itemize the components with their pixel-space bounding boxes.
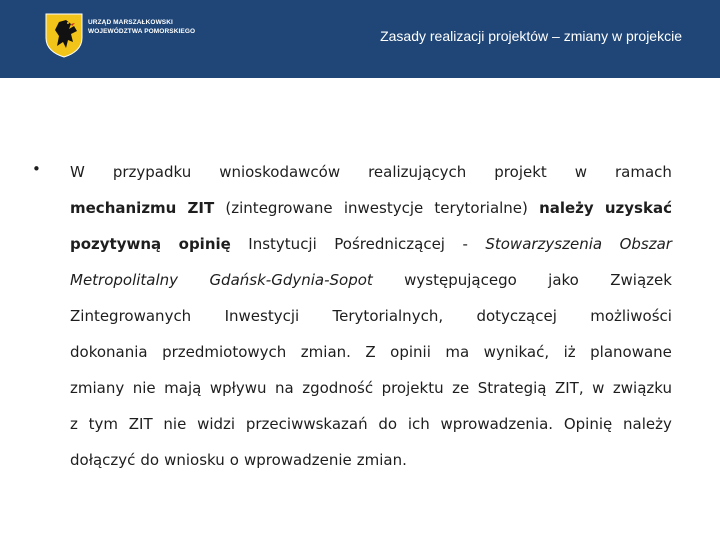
text-line [70, 194, 672, 230]
word: pozytywną [70, 235, 162, 253]
word: przypadku [112, 163, 192, 181]
org-name-line1: URZĄD MARSZAŁKOWSKI [88, 19, 173, 26]
word: uzyskać [604, 199, 672, 217]
word: Z [365, 343, 376, 361]
word: mechanizmu [70, 199, 177, 217]
word: inwestycje [343, 199, 424, 217]
word: do [140, 451, 160, 469]
word: wynikać, [483, 343, 550, 361]
griffin-coat-of-arms-icon [44, 12, 84, 58]
word: Zintegrowanych [70, 307, 192, 325]
word: możliwości [590, 307, 672, 325]
word: dotyczącej [476, 307, 557, 325]
word: - [462, 235, 468, 253]
text-line [70, 302, 672, 338]
word: wnioskodawców [219, 163, 341, 181]
word: ZIT, [554, 379, 584, 397]
word: ich [407, 415, 430, 433]
word: należy [623, 415, 672, 433]
word: dokonania [70, 343, 148, 361]
word: wniosku [164, 451, 225, 469]
word: przeciwwskazań [245, 415, 368, 433]
word: w [574, 163, 588, 181]
word: (zintegrowane [225, 199, 333, 217]
word: związku [612, 379, 672, 397]
text-line [70, 338, 672, 374]
word: projekt [494, 163, 547, 181]
word: Inwestycji [224, 307, 300, 325]
word: należy [539, 199, 594, 217]
word: Gdańsk-Gdynia-Sopot [209, 271, 373, 289]
word: o [229, 451, 239, 469]
word: opinię [178, 235, 231, 253]
word: zmiany [70, 379, 125, 397]
word: realizujących [368, 163, 467, 181]
word: nie [163, 415, 187, 433]
word: Obszar [619, 235, 672, 253]
text-line [70, 374, 672, 410]
slide-title: Zasady realizacji projektów – zmiany w projekcie [380, 28, 682, 44]
word: w [592, 379, 605, 397]
word: iż [563, 343, 576, 361]
word: występującego [404, 271, 517, 289]
word: wprowadzenie [243, 451, 352, 469]
text-line [70, 266, 672, 302]
word: widzi [197, 415, 236, 433]
header-bar [0, 0, 720, 78]
organization-name [88, 18, 195, 36]
word: do [378, 415, 398, 433]
text-line [70, 410, 672, 446]
word: Strategią [477, 379, 547, 397]
word: terytorialne) [434, 199, 528, 217]
word: Instytucji [248, 235, 317, 253]
word: ZIT [187, 199, 215, 217]
word: dołączyć [70, 451, 136, 469]
word: wprowadzenia. [440, 415, 554, 433]
bullet-paragraph [70, 158, 672, 482]
text-line [70, 158, 672, 194]
word: przedmiotowych [162, 343, 287, 361]
word: W [70, 163, 85, 181]
word: tym [88, 415, 119, 433]
word: Metropolitalny [70, 271, 179, 289]
word: mają [164, 379, 202, 397]
word: Terytorialnych, [332, 307, 444, 325]
word: na [275, 379, 294, 397]
text-line [70, 446, 672, 482]
word: ma [445, 343, 470, 361]
word: ze [452, 379, 470, 397]
word: Opinię [563, 415, 613, 433]
word: planowane [590, 343, 672, 361]
word: opinii [390, 343, 431, 361]
word: ramach [615, 163, 672, 181]
word: Związek [610, 271, 672, 289]
org-name-line2: WOJEWÓDZTWA POMORSKIEGO [88, 28, 196, 35]
word: jako [548, 271, 579, 289]
word: projektu [381, 379, 444, 397]
text-line [70, 230, 672, 266]
word: nie [132, 379, 156, 397]
word: Stowarzyszenia [485, 235, 603, 253]
word: z [70, 415, 78, 433]
word: ZIT [128, 415, 153, 433]
word: zmian. [300, 343, 351, 361]
word: zmian. [356, 451, 407, 469]
word: Pośredniczącej [334, 235, 445, 253]
word: zgodność [302, 379, 374, 397]
word: wpływu [209, 379, 267, 397]
bullet-marker: • [32, 160, 41, 178]
